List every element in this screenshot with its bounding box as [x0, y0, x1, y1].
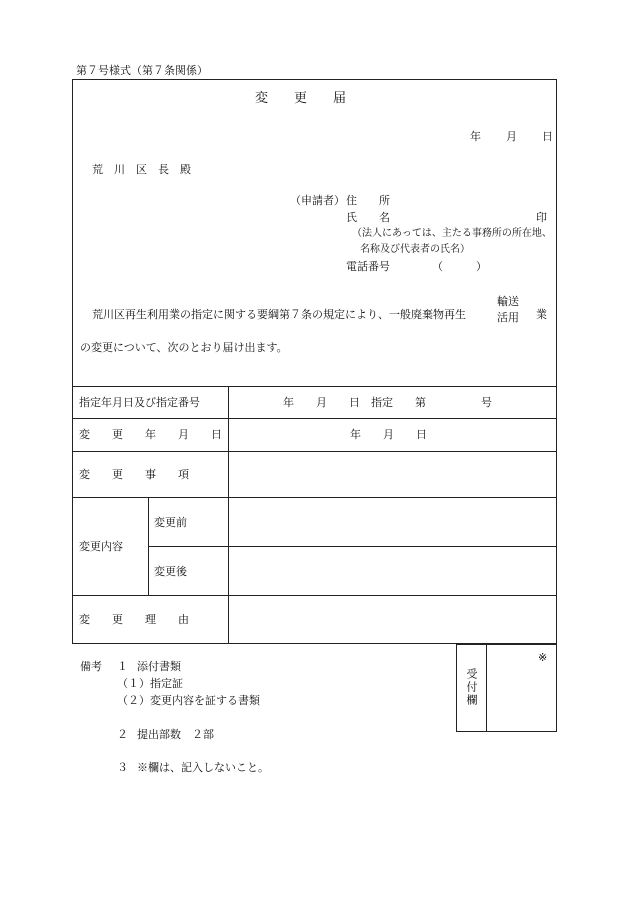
remarks-heading: 備考: [80, 660, 102, 673]
address-label: 住 所: [346, 194, 390, 207]
change-date-value: 年 月 日: [350, 428, 427, 441]
phone-label: 電話番号: [346, 260, 390, 273]
table-rule: [72, 497, 557, 498]
body-line1: 荒川区再生利用業の指定に関する要綱第７条の規定により、一般廃棄物再生: [92, 308, 466, 321]
remarks-item1-text: 添付書類: [137, 660, 181, 673]
corporate-note-line1: （法人にあっては、主たる事務所の所在地、: [352, 228, 552, 239]
remarks-item3-number: ３: [117, 761, 128, 774]
applicant-label: （申請者）: [290, 194, 345, 207]
corporate-note-line2: 名称及び代表者の氏名）: [360, 244, 470, 255]
body-suffix: 業: [536, 308, 547, 321]
table-rule: [148, 546, 557, 547]
remarks-item2-number: ２: [117, 728, 128, 741]
phone-paren: （ ）: [432, 260, 487, 273]
table-rule: [228, 386, 229, 644]
change-content-label: 変更内容: [79, 540, 123, 553]
form-number: 第７号様式（第７条関係）: [76, 64, 208, 77]
body-option-bottom: 活用: [497, 311, 519, 324]
reception-divider: [486, 644, 487, 732]
body-option-top: 輸送: [497, 295, 519, 308]
seal-mark: 印: [536, 211, 547, 224]
table-rule: [72, 418, 557, 419]
date-month-label: 月: [506, 130, 517, 143]
after-change-label: 変更後: [154, 565, 187, 578]
table-rule: [72, 386, 557, 387]
remarks-item2-text: 提出部数 ２部: [137, 728, 214, 741]
date-day-label: 日: [542, 130, 553, 143]
change-item-label: 変 更 事 項: [79, 468, 189, 481]
remarks-item1-sub2: （２）変更内容を証する書類: [117, 694, 260, 707]
designation-date-number-label: 指定年月日及び指定番号: [79, 396, 200, 409]
table-rule: [72, 595, 557, 596]
before-change-label: 変更前: [154, 516, 187, 529]
form-title: 変 更 届: [255, 91, 347, 106]
date-year-label: 年: [470, 130, 481, 143]
designation-date-number-value: 年 月 日 指定 第 号: [283, 396, 492, 409]
remarks-item3-text: ※欄は、記入しないこと。: [137, 761, 269, 774]
reception-mark: ※: [538, 651, 548, 664]
addressee: 荒 川 区 長 殿: [92, 163, 191, 176]
body-line2: の変更について、次のとおり届け出ます。: [80, 341, 288, 354]
table-rule: [72, 451, 557, 452]
reception-label: 受付欄: [465, 668, 478, 707]
change-reason-label: 変 更 理 由: [79, 613, 189, 626]
remarks-item1-number: １: [117, 660, 128, 673]
table-rule: [148, 497, 149, 595]
name-label: 氏 名: [346, 211, 390, 224]
change-date-label: 変 更 年 月 日: [79, 428, 222, 441]
remarks-item1-sub1: （１）指定証: [117, 677, 183, 690]
